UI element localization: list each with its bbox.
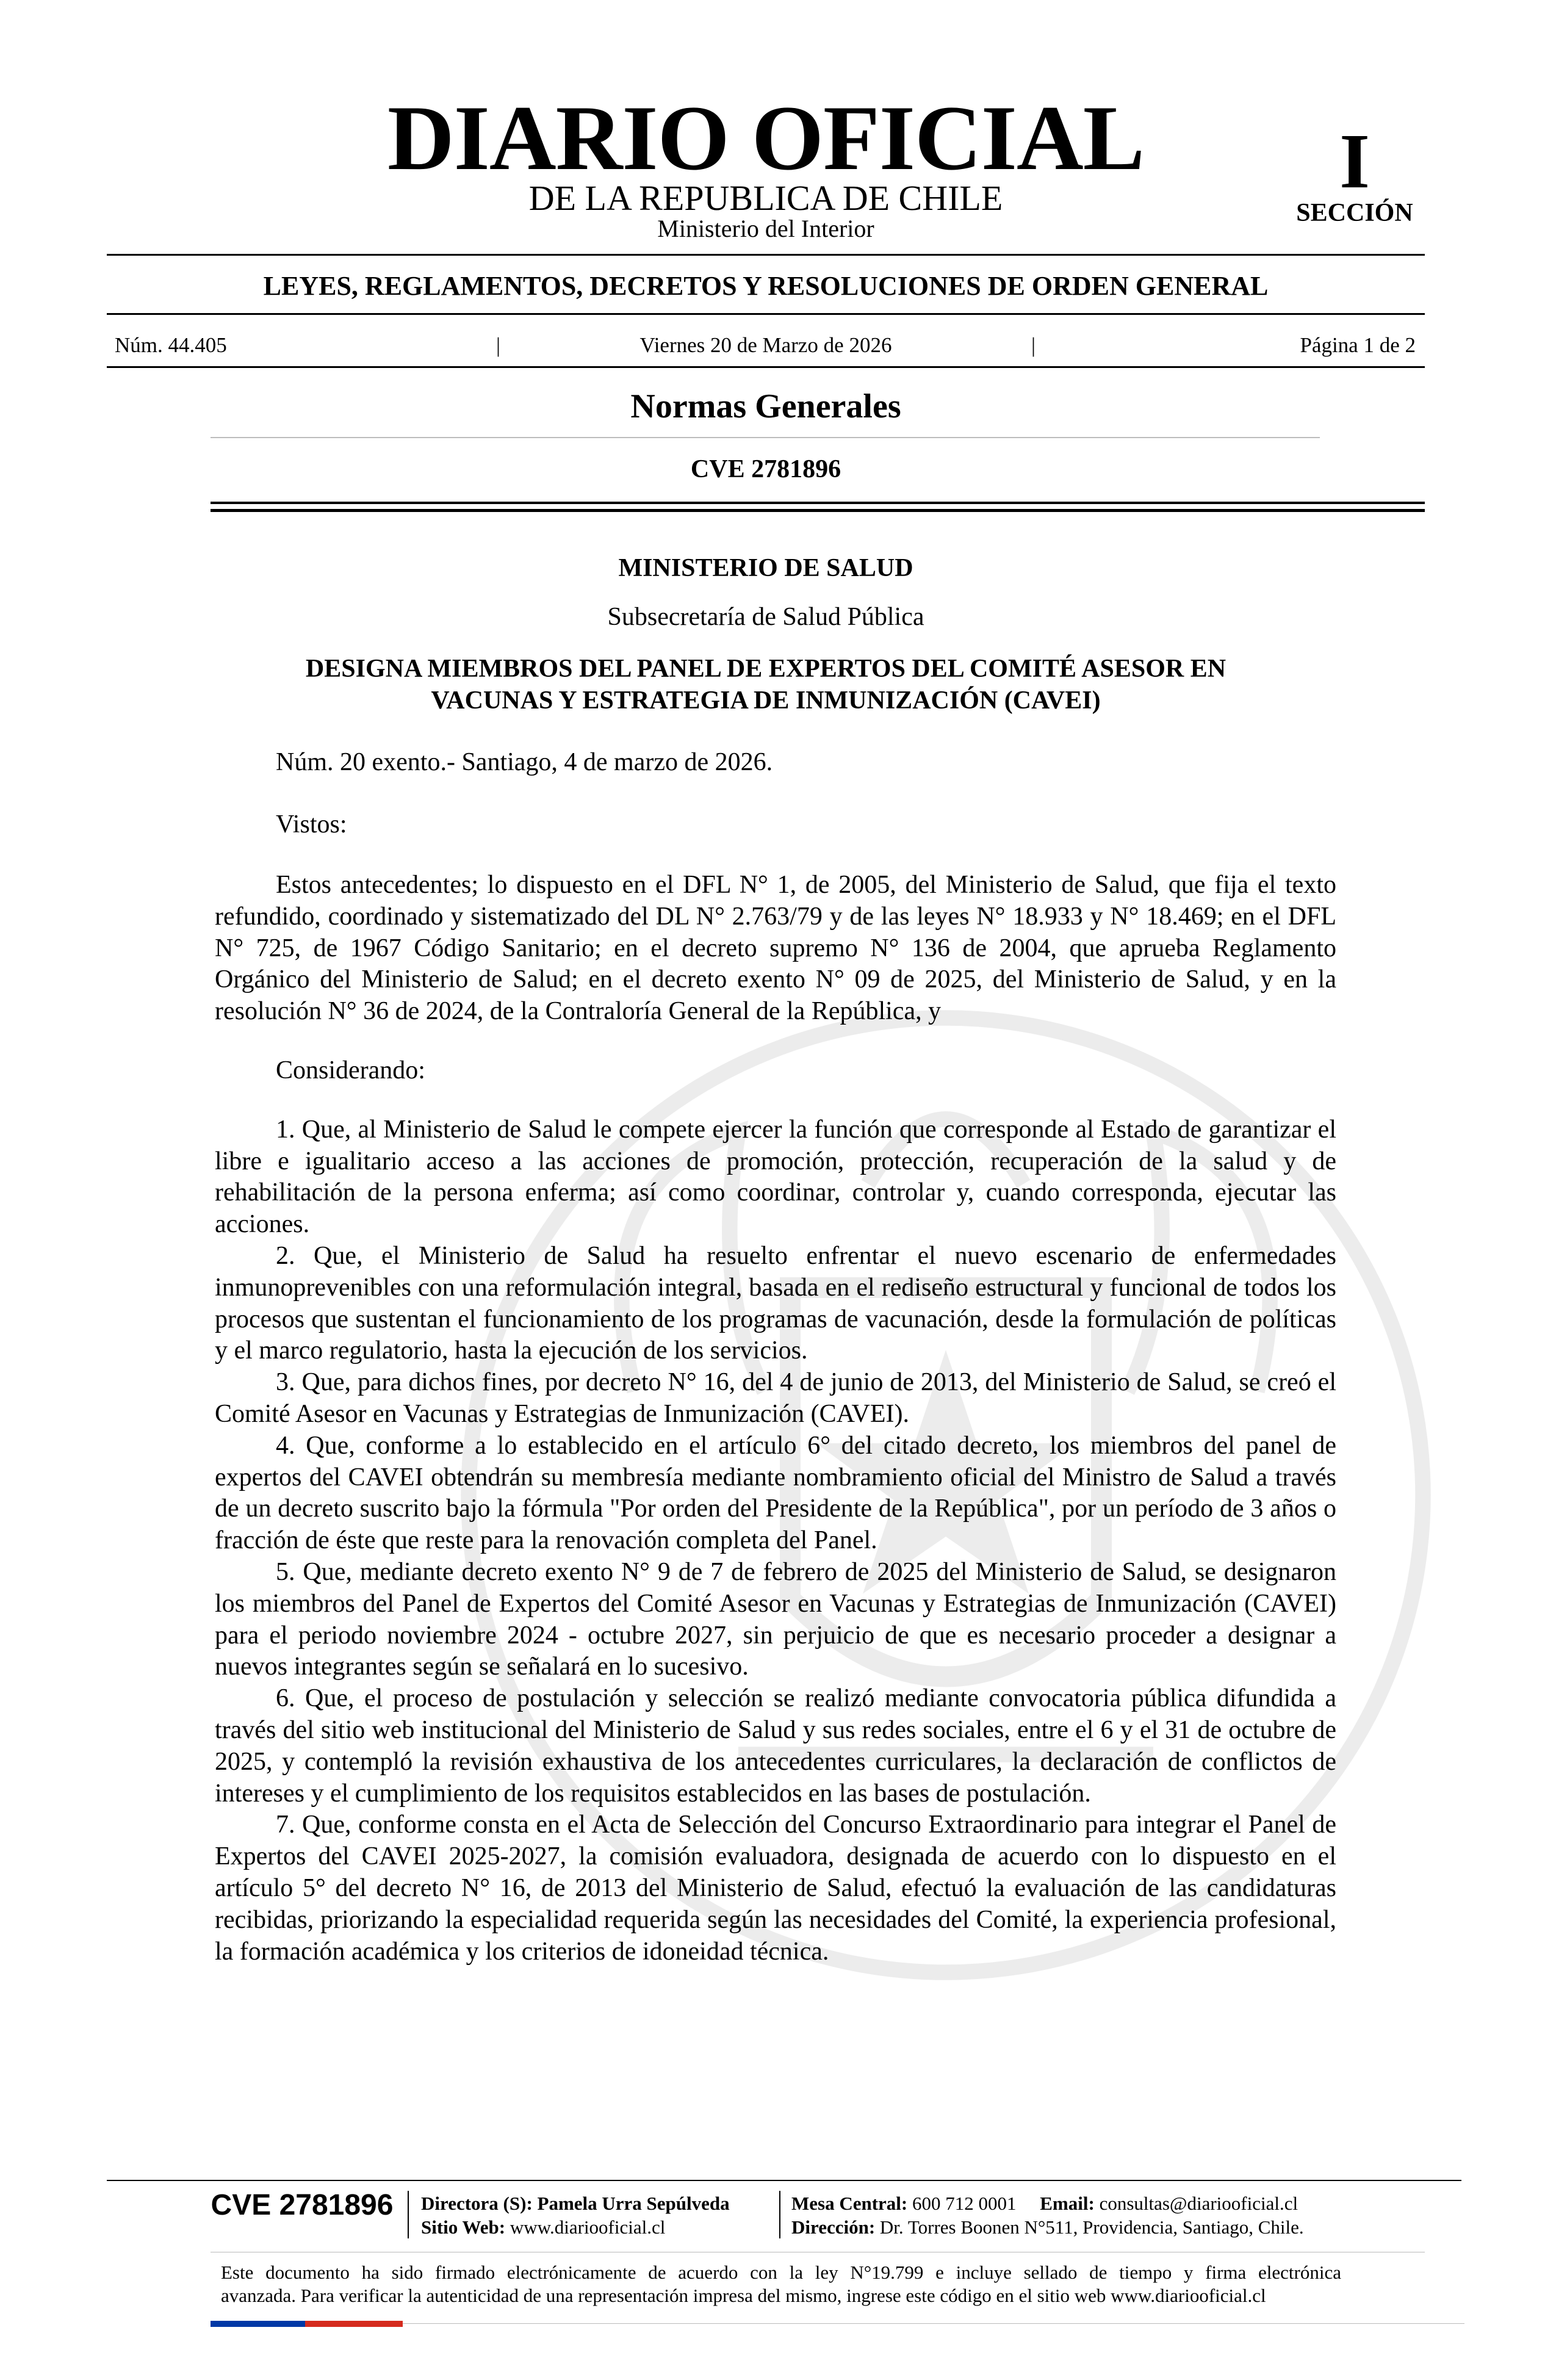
vistos-paragraph: Estos antecedentes; lo dispuesto en el DFL N° 1, de 2005, del Ministerio de Salud, que fija el texto refundido, coordinado y sistematizado del DL N° 2.763/79 y de las leyes N° 18.933 y N° 18.469; en el DFL N° 725, de 1967 Código Sanitario; en el decreto supremo N° 136 de 2004, que aprueba Reglamento Orgánico del Ministerio de Salud; en el decreto exento N° 09 de 2025, del Ministerio de Salud, y en la resolución N° 36 de 2024, de la Contraloría General de la República, y — [215, 871, 1336, 1026]
footer-rule — [107, 2180, 1461, 2181]
footer-cve-code: CVE 2781896 — [211, 2189, 394, 2221]
masthead-ministry: Ministerio del Interior — [657, 215, 874, 242]
newspaper-title: DIARIO OFICIAL — [387, 87, 1145, 189]
cve-code: CVE 2781896 — [690, 455, 841, 483]
considerando-paragraph: 4. Que, conforme a lo establecido en el artículo 6° del citado decreto, los miembros del panel de expertos del CAVEI obtendrán su membresía mediante nombramiento oficial del Ministro de Salud a través de un decreto suscrito bajo la fórmula "Por orden del Presidente de la República", por un período de 3 años o fracción de éste que reste para la renovación completa del Panel. — [215, 1431, 1336, 1555]
heading-line: VACUNAS Y ESTRATEGIA DE INMUNIZACIÓN (CAVEI) — [431, 687, 1101, 715]
phone-number: 600 712 0001 — [912, 2193, 1017, 2214]
page-indicator: Página 1 de 2 — [1300, 333, 1416, 357]
flag-stripe-red — [305, 2321, 403, 2327]
vistos-label: Vistos: — [276, 810, 347, 838]
masthead-rule — [107, 254, 1425, 256]
considerando-paragraph: 7. Que, conforme consta en el Acta de Selección del Concurso Extraordinario para integrar el Panel de Expertos del CAVEI 2025-2027, la comisión evaluadora, designada de acuerdo con lo dispuesto en el artículo 5° del decreto N° 16, de 2013 del Ministerio de Salud, efectuó la evaluación de las candidaturas recibidas, priorizando la especialidad requerida según las necesidades del Comité, la experiencia profesional, la formación académica y los criterios de idoneidad técnica. — [215, 1811, 1336, 1966]
signature-note-line: Este documento ha sido firmado electrónicamente de acuerdo con la ley N°19.799 e incluye sellado de tiempo y firma electrónica — [221, 2262, 1341, 2283]
considerando-label: Considerando: — [276, 1056, 425, 1084]
document-body — [215, 870, 1336, 1967]
considerando-paragraph: 5. Que, mediante decreto exento N° 9 de 7 de febrero de 2025 del Ministerio de Salud, se designaron los miembros del Panel de Expertos del Comité Asesor en Vacunas y Estrategias de Inmunización (CAVEI) para el periodo noviembre 2024 - octubre 2027, sin perjuicio de que es necesario proceder a designar a nuevos integrantes según se señalará en lo sucesivo. — [215, 1557, 1336, 1681]
website-label: Sitio Web: — [421, 2216, 506, 2238]
heading-line: DESIGNA MIEMBROS DEL PANEL DE EXPERTOS DEL COMITÉ ASESOR EN — [305, 655, 1226, 683]
signature-note — [221, 2261, 1341, 2307]
footer-contact-left — [421, 2192, 730, 2240]
considerando-paragraph: 2. Que, el Ministerio de Salud ha resuelto enfrentar el nuevo escenario de enfermedades inmunoprevenibles con una reformulación integral, basada en el rediseño estructural y funcional de todos los procesos que sustentan el funcionamiento de los programas de vacunación, desde la formulación de políticas y el marco regulatorio, hasta la ejecución de los servicios. — [215, 1241, 1336, 1365]
footer-divider — [408, 2191, 409, 2238]
phone-label: Mesa Central: — [791, 2193, 908, 2214]
email-label: Email: — [1040, 2193, 1095, 2214]
considerando-paragraph: 6. Que, el proceso de postulación y selección se realizó mediante convocatoria pública difundida a través del sitio web institucional del Ministerio de Salud y sus redes sociales, entre el 6 y el 31 de octubre de 2025, y contempló la revisión exhaustiva de los antecedentes curriculares, la declaración de conflictos de intereses y el cumplimiento de los requisitos establecidos en las bases de postulación. — [215, 1684, 1336, 1808]
info-rule — [107, 366, 1425, 368]
footer-contact-right — [791, 2192, 1304, 2240]
category-rule — [107, 313, 1425, 315]
double-rule — [211, 502, 1425, 504]
issue-number: Núm. 44.405 — [115, 333, 227, 357]
category-banner: LEYES, REGLAMENTOS, DECRETOS Y RESOLUCIONES DE ORDEN GENERAL — [263, 271, 1269, 301]
considerando-paragraph: 3. Que, para dichos fines, por decreto N° 16, del 4 de junio de 2013, del Ministerio de Salud, se creó el Comité Asesor en Vacunas y Estrategias de Inmunización (CAVEI). — [215, 1368, 1336, 1428]
address-label: Dirección: — [791, 2216, 876, 2238]
director-name: Pamela Urra Sepúlveda — [537, 2193, 730, 2214]
newspaper-subtitle: DE LA REPUBLICA DE CHILE — [528, 178, 1003, 218]
section-title: Normas Generales — [630, 388, 901, 425]
flag-stripe-blue — [211, 2321, 305, 2327]
address-text: Dr. Torres Boonen N°511, Providencia, Santiago, Chile. — [879, 2216, 1304, 2238]
section-label: SECCIÓN — [1296, 199, 1413, 227]
email-link[interactable]: consultas@diariooficial.cl — [1099, 2193, 1298, 2214]
director-label: Directora (S): — [421, 2193, 533, 2214]
considerando-paragraph: 1. Que, al Ministerio de Salud le compete ejercer la función que corresponde al Estado de garantizar el libre e igualitario acceso a las acciones de promoción, protección, recuperación de la salud y de rehabilitación de la persona enferma; así como coordinar, controlar y, cuando corresponda, ejecutar las acciones. — [215, 1115, 1336, 1239]
bottom-rule — [403, 2323, 1464, 2324]
document-ministry: MINISTERIO DE SALUD — [618, 554, 913, 582]
thin-divider — [211, 437, 1320, 438]
decree-line: Núm. 20 exento.- Santiago, 4 de marzo de 2026. — [276, 748, 773, 776]
document-heading — [217, 653, 1315, 716]
double-rule — [211, 509, 1425, 512]
section-number: I — [1339, 118, 1370, 204]
issue-separator: | — [496, 333, 501, 357]
footer-divider — [779, 2191, 780, 2238]
document-subsecretariat: Subsecretaría de Salud Pública — [607, 603, 924, 631]
issue-date: Viernes 20 de Marzo de 2026 — [639, 333, 892, 357]
signature-note-line: avanzada. Para verificar la autenticidad de una representación impresa del mismo, ingrese este código en el sitio web www.diariooficial.cl — [221, 2285, 1266, 2306]
issue-separator: | — [1031, 333, 1036, 357]
website-link[interactable]: www.diariooficial.cl — [510, 2216, 666, 2238]
